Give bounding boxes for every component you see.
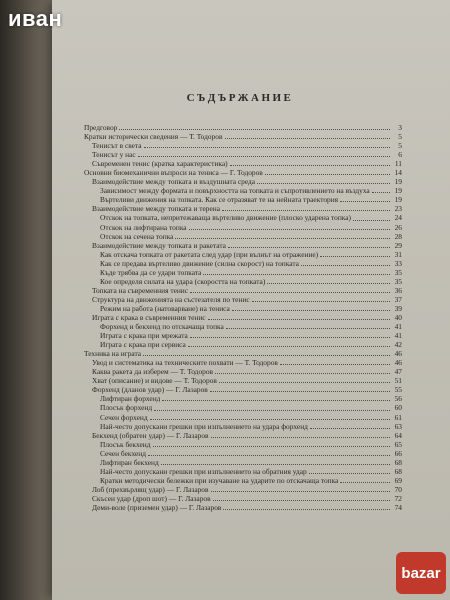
toc-entry-page: 37 — [394, 294, 402, 304]
toc-entry — [84, 213, 402, 222]
toc-entry-page: 19 — [394, 195, 402, 205]
toc-entry — [84, 431, 402, 440]
toc-entry — [84, 367, 402, 376]
toc-entry-page: 31 — [394, 249, 402, 259]
watermark-text: иван — [8, 6, 63, 31]
toc-leader-dots — [203, 274, 390, 275]
toc-entry-page: 64 — [394, 430, 402, 440]
toc-entry-title: Взаимодействие между топката и ракетата — [92, 240, 226, 250]
toc-entry-title: Лифтиран форхенд — [100, 394, 161, 404]
toc-entry-title: Плосък бекхенд — [100, 439, 151, 449]
toc-entry-page: 33 — [394, 258, 402, 268]
toc-leader-dots — [232, 310, 390, 311]
toc-entry-title: Предговор — [84, 123, 118, 132]
toc-leader-dots — [161, 464, 390, 465]
toc-entry-page: 36 — [394, 285, 402, 295]
toc-entry — [84, 241, 402, 250]
toc-entry — [84, 150, 402, 159]
toc-entry — [84, 286, 402, 295]
toc-entry — [84, 295, 402, 304]
toc-leader-dots — [189, 229, 390, 230]
toc-entry — [84, 376, 402, 385]
toc-leader-dots — [208, 319, 390, 320]
toc-entry-title: Кое определя силата на удара (скоростта на топката) — [100, 276, 266, 286]
toc-entry — [84, 494, 402, 503]
toc-entry — [84, 449, 402, 458]
toc-entry-page: 29 — [394, 240, 402, 250]
toc-leader-dots — [190, 337, 390, 338]
toc-entry-title: Бекхенд (обратен удар) — Г. Лазаров — [92, 430, 209, 440]
toc-entry-page: 55 — [394, 385, 402, 395]
toc-leader-dots — [138, 156, 390, 157]
toc-entry — [84, 358, 402, 367]
toc-leader-dots — [223, 509, 390, 510]
toc-entry-page: 46 — [394, 349, 402, 359]
toc-entry — [84, 422, 402, 431]
toc-entry-title: Тенисът в света — [92, 141, 142, 151]
toc-leader-dots — [309, 473, 390, 474]
toc-entry-title: Хват (описание) и видове — Т. Тодоров — [92, 376, 217, 386]
toc-entry-title: Отскок на топката, непритежаваща въртеливо движение (плоско ударена топка) — [100, 213, 351, 223]
toc-entry-page: 26 — [394, 222, 402, 232]
toc-leader-dots — [150, 419, 390, 420]
toc-entry-title: Скъсен удар (дроп шот) — Г. Лазаров — [92, 493, 211, 503]
toc-entry-title: Деми-воле (приземен удар) — Г. Лазаров — [92, 502, 222, 512]
toc-entry-page: 63 — [394, 421, 402, 431]
toc-entry — [84, 141, 402, 150]
toc-leader-dots — [310, 428, 390, 429]
toc-entry-title: Топката на съвременния тенис — [92, 285, 189, 295]
toc-entry-page: 19 — [394, 177, 402, 187]
toc-entry — [84, 250, 402, 259]
toc-entry-page: 46 — [394, 358, 402, 368]
toc-entry-title: Форхенд (дланов удар) — Г. Лазаров — [92, 385, 208, 395]
toc-leader-dots — [320, 256, 390, 257]
toc-entry — [84, 385, 402, 394]
toc-entry-page: 14 — [394, 168, 402, 178]
toc-entry — [84, 467, 402, 476]
toc-entry-title: Как се предава въртеливо движение (силна скорост) на топката — [100, 258, 299, 268]
book-spine — [0, 0, 54, 600]
toc-entry-title: Увод и систематика на техническите похвати — Т. Тодоров — [92, 358, 278, 368]
toc-leader-dots — [222, 210, 390, 211]
toc-entry-title: Лоб (прехвърлящ удар) — Г. Лазаров — [92, 484, 209, 494]
toc-entry-page: 5 — [398, 141, 402, 151]
toc-leader-dots — [162, 400, 390, 401]
toc-entry-page: 39 — [394, 303, 402, 313]
toc-entry-page: 65 — [394, 439, 402, 449]
toc-entry — [84, 304, 402, 313]
toc-entry-page: 56 — [394, 394, 402, 404]
toc-leader-dots — [372, 192, 390, 193]
toc-entry — [84, 331, 402, 340]
toc-entry-page: 47 — [394, 367, 402, 377]
toc-leader-dots — [188, 346, 390, 347]
toc-leader-dots — [153, 446, 391, 447]
toc-entry-title: Взаимодействие между топката и въздушната среда — [92, 177, 256, 187]
toc-entry-title: Отскок на лифтирана топка — [100, 222, 187, 232]
toc-entry — [84, 204, 402, 213]
toc-entry-page: 68 — [394, 457, 402, 467]
toc-entry-title: Сечен бекхенд — [100, 448, 146, 458]
page-title: СЪДЪРЖАНИЕ — [186, 92, 294, 104]
toc-entry-page: 41 — [394, 322, 402, 332]
toc-entry — [84, 159, 402, 168]
toc-leader-dots — [215, 373, 390, 374]
toc-leader-dots — [267, 283, 390, 284]
toc-entry-title: Играта с крака при сервиса — [100, 340, 186, 350]
toc-entry — [84, 440, 402, 449]
toc-leader-dots — [353, 220, 390, 221]
toc-entry-page: 68 — [394, 466, 402, 476]
toc-leader-dots — [210, 391, 390, 392]
toc-entry-page: 35 — [394, 276, 402, 286]
toc-leader-dots — [257, 183, 390, 184]
toc-entry — [84, 403, 402, 412]
toc-entry-page: 69 — [394, 475, 402, 485]
toc-leader-dots — [144, 147, 390, 148]
toc-entry — [84, 458, 402, 467]
toc-entry — [84, 349, 402, 358]
toc-entry-title: Структура на движенията на състезателя по тенис — [92, 294, 250, 304]
toc-leader-dots — [190, 292, 390, 293]
toc-entry — [84, 223, 402, 232]
toc-entry — [84, 340, 402, 349]
toc-entry — [84, 476, 402, 485]
toc-entry — [84, 186, 402, 195]
toc-entry-page: 70 — [394, 484, 402, 494]
toc-entry — [84, 268, 402, 277]
toc-leader-dots — [340, 201, 390, 202]
toc-entry-page: 19 — [394, 186, 402, 196]
toc-leader-dots — [211, 491, 391, 492]
toc-entry-page: 60 — [394, 403, 402, 413]
toc-leader-dots — [226, 328, 390, 329]
toc-entry — [84, 413, 402, 422]
toc-entry-title: Къде трябва да се удари топката — [100, 267, 202, 277]
toc-leader-dots — [265, 174, 390, 175]
toc-entry — [84, 168, 402, 177]
toc-entry-page: 61 — [394, 412, 402, 422]
toc-entry-page: 74 — [394, 502, 402, 512]
toc-entry — [84, 503, 402, 512]
bazar-logo: bazar — [396, 552, 446, 594]
toc-entry-page: 66 — [394, 448, 402, 458]
toc-entry-page: 23 — [394, 204, 402, 214]
toc-leader-dots — [148, 455, 390, 456]
toc-entry — [84, 177, 402, 186]
toc-entry-page: 24 — [394, 213, 402, 223]
toc-leader-dots — [119, 129, 390, 130]
toc-entry — [84, 232, 402, 241]
toc-entry-title: Форхенд и бекхенд по отскачаща топка — [100, 322, 224, 332]
toc-entry-title: Взаимодействие между топката и терена — [92, 204, 221, 214]
toc-entry-title: Най-често допускани грешки при изпълнението на обратния удар — [100, 466, 307, 476]
toc-leader-dots — [228, 247, 390, 248]
toc-entry-title: Зависимост между формата и повърхността на топката и съпротивлението на въздуха — [100, 186, 370, 196]
toc-entry-title: Тенисът у нас — [92, 150, 136, 160]
toc-leader-dots — [219, 382, 390, 383]
toc-entry-title: Режим на работа (натоварване) на тениса — [100, 303, 230, 313]
toc-leader-dots — [213, 500, 390, 501]
toc-entry-title: Въртеливи движения на топката. Как се отразяват те на нейната траектория — [100, 195, 339, 205]
table-of-contents — [84, 123, 402, 512]
toc-entry — [84, 277, 402, 286]
toc-leader-dots — [252, 301, 390, 302]
toc-entry — [84, 195, 402, 204]
toc-entry — [84, 123, 402, 132]
toc-entry-page: 28 — [394, 231, 402, 241]
toc-entry-title: Играта с крака в съвременния тенис — [92, 312, 206, 322]
toc-entry-title: Кратки методически бележки при изучаване на ударите по отскачаща топка — [100, 475, 339, 485]
toc-entry-title: Играта с крака при мрежата — [100, 331, 188, 341]
toc-leader-dots — [301, 265, 390, 266]
toc-leader-dots — [175, 238, 390, 239]
toc-entry-title: Най-често допускани грешки при изпълнението на удара форхенд — [100, 421, 308, 431]
toc-entry — [84, 394, 402, 403]
toc-entry-title: Каква ракета да изберем — Т. Тодоров — [92, 367, 214, 377]
toc-entry-page: 5 — [398, 132, 402, 142]
toc-entry-title: Как отскача топката от ракетата след удар (при вълнът на отражение) — [100, 249, 319, 259]
toc-leader-dots — [154, 410, 390, 411]
toc-leader-dots — [225, 138, 391, 139]
toc-entry-page: 42 — [394, 340, 402, 350]
toc-entry-title: Отскок на сечена топка — [100, 231, 174, 241]
toc-leader-dots — [143, 355, 390, 356]
toc-entry — [84, 313, 402, 322]
toc-entry — [84, 132, 402, 141]
toc-entry — [84, 259, 402, 268]
toc-entry-page: 40 — [394, 312, 402, 322]
toc-entry-title: Сечен форхенд — [100, 412, 148, 422]
toc-entry-title: Кратки исторически сведения — Т. Тодоров — [84, 132, 223, 142]
toc-leader-dots — [280, 364, 390, 365]
toc-entry-title: Плосък форхенд — [100, 403, 153, 413]
toc-entry-title: Лифтиран бекхенд — [100, 457, 159, 467]
toc-leader-dots — [230, 165, 390, 166]
toc-entry-title: Съвременен тенис (кратка характеристика) — [92, 159, 228, 169]
toc-leader-dots — [340, 482, 390, 483]
toc-entry — [84, 485, 402, 494]
toc-entry-page: 35 — [394, 267, 402, 277]
toc-entry-page: 51 — [394, 376, 402, 386]
toc-entry-page: 6 — [398, 150, 402, 160]
toc-entry-page: 41 — [394, 331, 402, 341]
toc-entry-page: 72 — [394, 493, 402, 503]
toc-entry-title: Основни биомеханични въпроси на тениса — Г. Тодоров — [84, 168, 263, 178]
toc-entry — [84, 322, 402, 331]
toc-entry-page: 11 — [394, 159, 402, 169]
toc-entry-title: Техника на играта — [84, 349, 142, 359]
toc-entry-page: 3 — [398, 123, 402, 132]
toc-leader-dots — [211, 437, 390, 438]
